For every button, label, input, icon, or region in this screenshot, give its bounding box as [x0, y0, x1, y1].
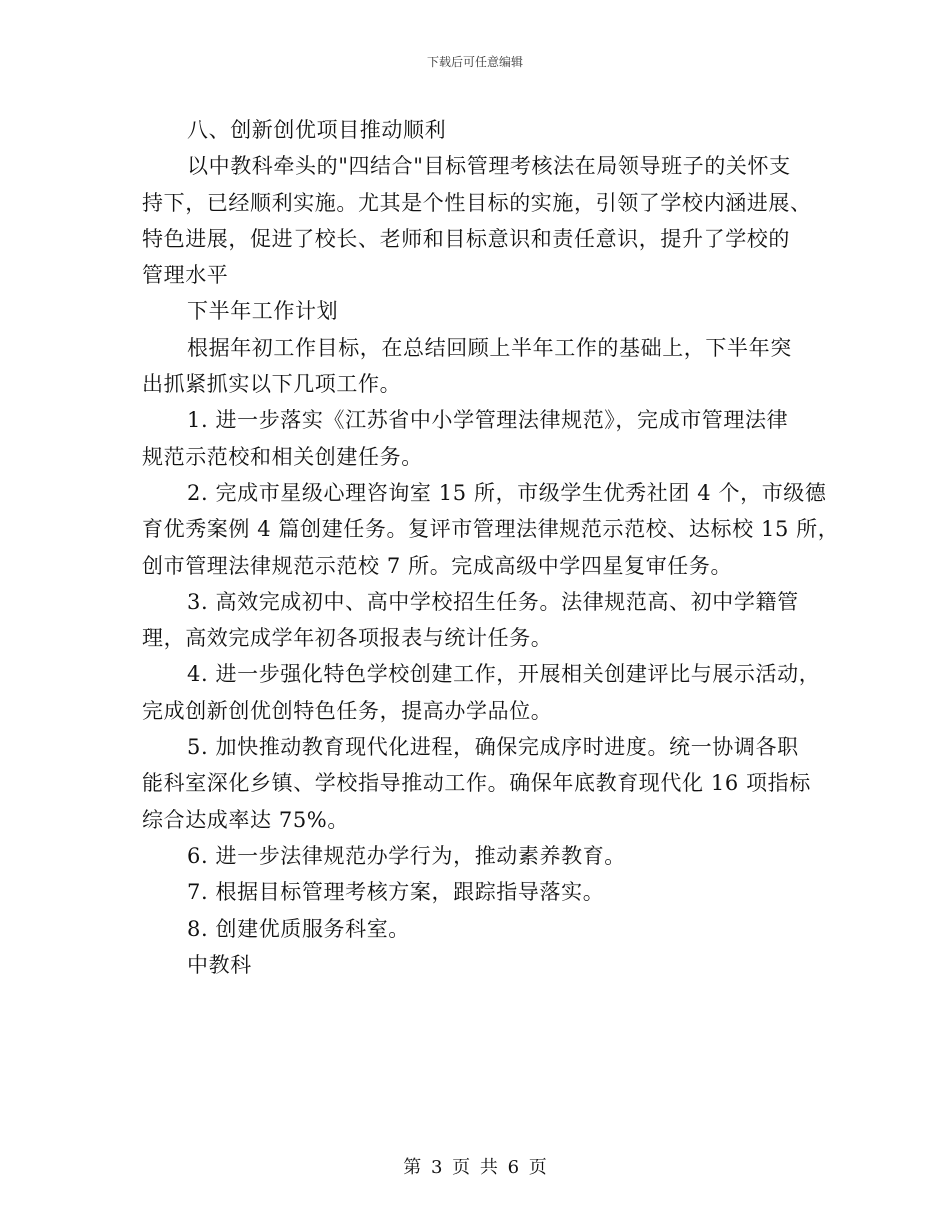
list-item-continuation: 创市管理法律规范示范校 7 所。完成高级中学四星复审任务。: [142, 553, 733, 578]
document-body: [142, 112, 840, 983]
list-item: 8. 创建优质服务科室。: [187, 916, 410, 941]
paragraph-line: 出抓紧抓实以下几项工作。: [142, 372, 402, 397]
list-item: 4. 进一步强化特色学校创建工作，开展相关创建评比与展示活动，: [187, 662, 821, 687]
paragraph-line: 以中教科牵头的"四结合"目标管理考核法在局领导班子的关怀支: [187, 154, 791, 179]
list-item: 2. 完成市星级心理咨询室 15 所，市级学生优秀社团 4 个，市级德: [187, 480, 827, 505]
paragraph-line: 根据年初工作目标，在总结回顾上半年工作的基础上，下半年突: [187, 335, 792, 360]
signature-department: 中教科: [187, 952, 252, 977]
plan-heading: 下半年工作计划: [187, 299, 339, 324]
list-item-continuation: 理，高效完成学年初各项报表与统计任务。: [142, 626, 553, 651]
paragraph-line: 持下，已经顺利实施。尤其是个性目标的实施，引领了学校内涵进展、: [142, 190, 812, 215]
paragraph-line: 特色进展，促进了校长、老师和目标意识和责任意识，提升了学校的: [142, 226, 790, 251]
paragraph-line: 管理水平: [142, 263, 229, 288]
section-heading: 八、创新创优项目推动顺利: [187, 118, 447, 142]
page-footer: 第 3 页 共 6 页: [403, 1157, 547, 1178]
list-item: 6. 进一步法律规范办学行为，推动素养教育。: [187, 843, 626, 868]
list-item-continuation: 育优秀案例 4 篇创建任务。复评市管理法律规范示范校、达标校 15 所，: [142, 517, 840, 542]
list-item-continuation: 综合达成率达 75%。: [142, 807, 349, 832]
list-item: 3. 高效完成初中、高中学校招生任务。法律规范高、初中学籍管: [187, 589, 799, 614]
list-item: 5. 加快推动教育现代化进程，确保完成序时进度。统一协调各职: [187, 735, 799, 760]
list-item: 7. 根据目标管理考核方案，跟踪指导落实。: [187, 880, 605, 905]
list-item-continuation: 能科室深化乡镇、学校指导推动工作。确保年底教育现代化 16 项指标: [142, 771, 811, 796]
page-header: 下载后可任意编辑: [426, 55, 523, 69]
list-item-continuation: 规范示范校和相关创建任务。: [142, 444, 423, 469]
list-item: 1. 进一步落实《江苏省中小学管理法律规范》，完成市管理法律: [187, 408, 789, 433]
list-item-continuation: 完成创新创优创特色任务，提高办学品位。: [142, 698, 553, 723]
